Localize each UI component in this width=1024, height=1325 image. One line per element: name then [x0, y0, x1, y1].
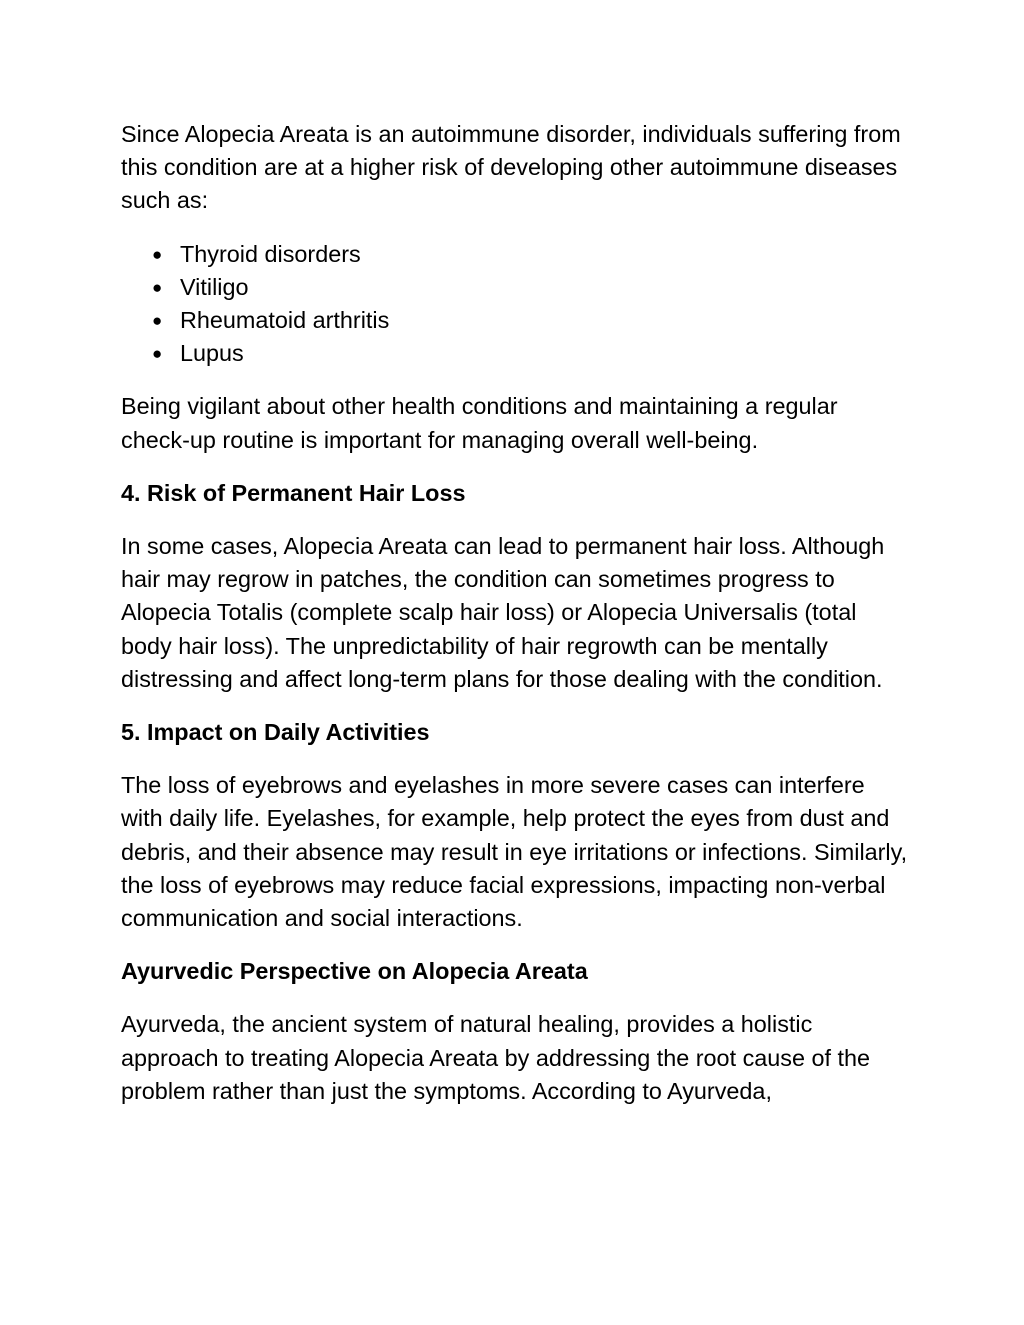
bullet-icon: ●: [152, 277, 163, 297]
list-item: [152, 304, 911, 337]
bullet-icon: ●: [152, 344, 163, 364]
autoimmune-disease-list: [121, 238, 911, 371]
section-5-heading: 5. Impact on Daily Activities: [121, 719, 430, 746]
list-item: [152, 271, 911, 304]
list-item: [152, 337, 911, 370]
document-page: [121, 118, 911, 1128]
intro-paragraph: Since Alopecia Areata is an autoimmune disorder, individuals suffering from this condition are at a higher risk of developing other autoimmune diseases such as:: [121, 121, 901, 214]
list-item-text: Vitiligo: [180, 273, 249, 300]
section-4-body: In some cases, Alopecia Areata can lead to permanent hair loss. Although hair may regrow in patches, the condition can sometimes progress to Alopecia Totalis (complete scalp hair loss) or Alopecia Universalis (total body hair loss). The unpredictability of hair regrowth can be mentally distressing and affect long-term plans for those dealing with the condition.: [121, 533, 885, 692]
bullet-icon: ●: [152, 244, 163, 264]
ayurvedic-perspective-heading: Ayurvedic Perspective on Alopecia Areata: [121, 958, 588, 985]
section-4-heading: 4. Risk of Permanent Hair Loss: [121, 479, 466, 506]
list-item-text: Rheumatoid arthritis: [180, 307, 390, 334]
ayurvedic-perspective-body: Ayurveda, the ancient system of natural healing, provides a holistic approach to treating Alopecia Areata by addressing the root cause of the problem rather than just the symptoms. According to Ayurveda,: [121, 1011, 871, 1104]
bullet-icon: ●: [152, 311, 163, 331]
section-5-body: The loss of eyebrows and eyelashes in more severe cases can interfere with daily life. Eyelashes, for example, help protect the eyes from dust and debris, and their absence may result in eye irritations or infections. Similarly, the loss of eyebrows may reduce facial expressions, impacting non-verbal communication and social interactions.: [121, 772, 908, 932]
list-item-text: Lupus: [180, 340, 244, 367]
vigilance-paragraph: Being vigilant about other health conditions and maintaining a regular check-up routine is important for managing overall well-being.: [121, 393, 838, 453]
list-item-text: Thyroid disorders: [180, 240, 361, 267]
list-item: [152, 238, 911, 271]
